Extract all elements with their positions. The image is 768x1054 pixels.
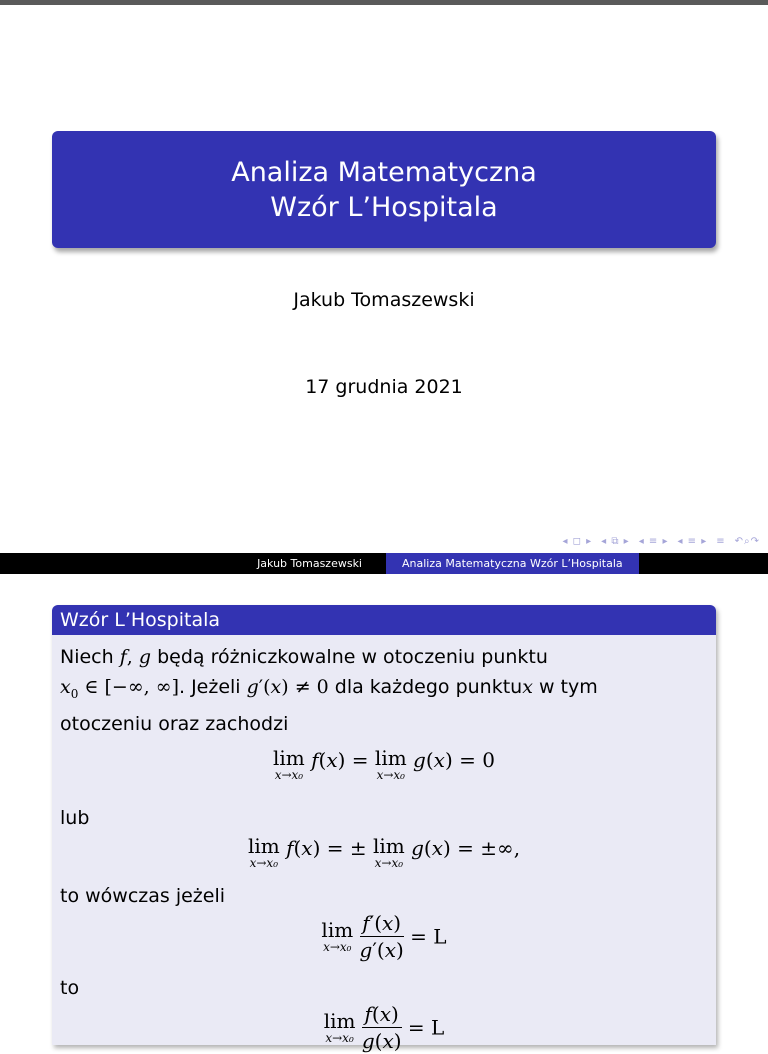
title-slide — [0, 5, 768, 553]
nav-search-icon[interactable]: ↶⌕↷ — [734, 536, 760, 547]
nav-align-icon[interactable]: ≡ — [716, 536, 726, 547]
block-title: Wzór L’Hospitala — [52, 605, 716, 635]
title-line-2: Wzór L’Hospitala — [270, 191, 498, 223]
nav-subsection-icon[interactable]: ◂ ⧉ ▸ — [601, 536, 630, 547]
title-line-1: Analiza Matematyczna — [231, 156, 537, 188]
text-lub: lub — [60, 807, 90, 829]
footline — [0, 553, 768, 574]
title-box — [52, 131, 716, 248]
footline-title: Analiza Matematyczna Wzór L’Hospitala — [386, 553, 639, 574]
theorem-block — [52, 605, 716, 1053]
paragraph-line-1: Niech f, g będą różniczkowalne w otoczeniu punktu — [60, 646, 548, 668]
nav-frame-icon[interactable]: ◂ ◻ ▸ — [562, 536, 593, 547]
nav-section-icon[interactable]: ◂ ≡ ▸ — [638, 536, 669, 547]
date: 17 grudnia 2021 — [305, 376, 463, 398]
equation-1: lim x→x₀ f(x) = lim x→x₀ g(x) = 0 — [273, 746, 495, 782]
author: Jakub Tomaszewski — [293, 289, 475, 311]
text-to-wowczas: to wówczas jeżeli — [60, 885, 226, 907]
paragraph-line-2: $x_0$ ∈ [−∞, ∞]. Jeżeli g′(x) ≠ 0 dla każdego punktux w tym — [60, 676, 598, 701]
paragraph-line-3: otoczeniu oraz zachodzi — [60, 712, 289, 735]
equation-2: lim x→x₀ f(x) = ± lim x→x₀ g(x) = ±∞, — [247, 834, 521, 870]
beamer-navigation-symbols — [562, 536, 760, 547]
equation-4: lim x→x₀ $\frac{f(x)}{g(x)}$ = L — [323, 1002, 445, 1053]
footline-author: Jakub Tomaszewski — [257, 557, 362, 570]
text-to: to — [60, 977, 80, 999]
nav-subsubsection-icon[interactable]: ◂ ≡ ▸ — [677, 536, 708, 547]
equation-3: lim x→x₀ $\frac{f'(x)}{g'(x)}$ = L — [321, 911, 447, 962]
content-slide — [0, 575, 768, 1053]
block-body — [52, 635, 716, 739]
